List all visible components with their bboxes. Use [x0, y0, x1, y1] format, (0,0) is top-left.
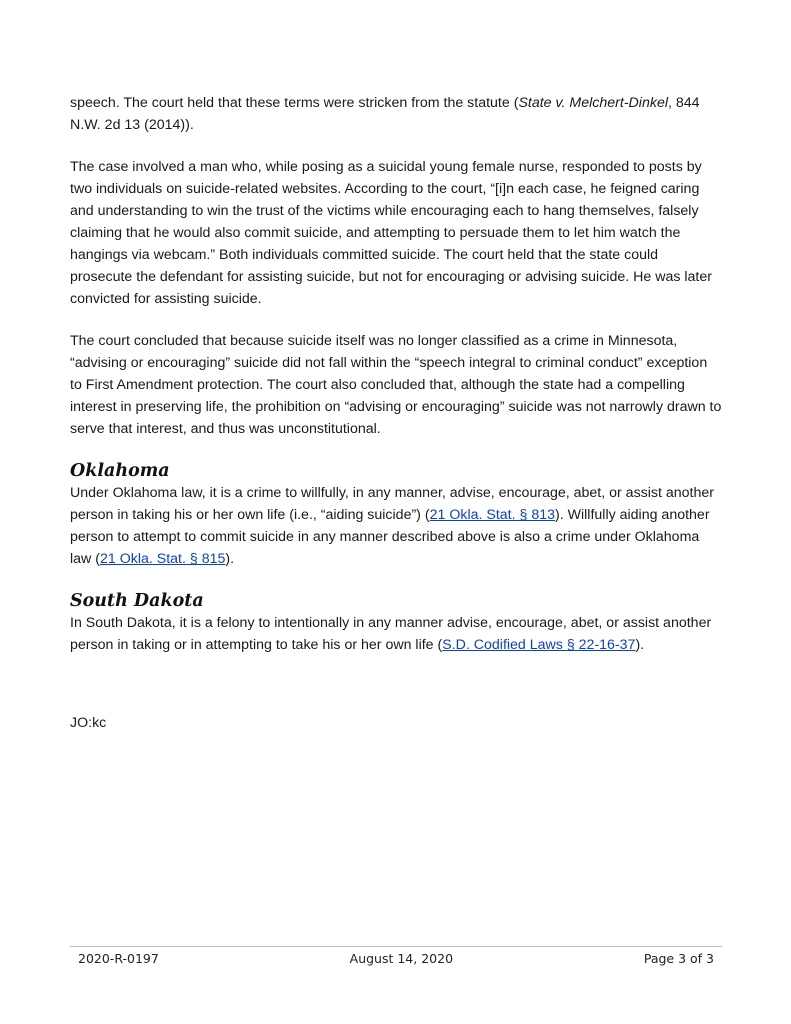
page-footer: [70, 946, 722, 966]
paragraph-text: ).: [225, 551, 235, 567]
paragraph-text: , 844 N.W. 2d 13 (2014)).: [70, 95, 700, 133]
paragraph-oklahoma: [70, 482, 722, 570]
paragraph-melchert-dinkel-citation: [70, 92, 722, 136]
paragraph-text: speech. The court held that these terms were stricken from the statute (: [70, 95, 519, 111]
footer-page-number: Page 3 of 3: [643, 951, 714, 966]
case-name: State v. Melchert-Dinkel: [518, 95, 668, 111]
author-initials: JO:kc: [70, 715, 107, 731]
statute-link-sd-22-16-37[interactable]: S.D. Codified Laws § 22-16-37: [442, 637, 636, 653]
footer-doc-number: 2020-R-0197: [78, 951, 159, 966]
paragraph-court-conclusion: The court concluded that because suicide itself was no longer classified as a crime in Minnesota, “advising or encouraging” suicide did not fall within the “speech integral to criminal conduct” exception to First Amendment protection. The court also concluded that, although the state had a compelling interest in preserving life, the prohibition on “advising or encouraging” suicide was not narrowly drawn to serve that interest, and thus was unconstitutional.: [70, 333, 722, 437]
statute-link-815[interactable]: 21 Okla. Stat. § 815: [99, 551, 226, 567]
paragraph-case-facts: The case involved a man who, while posing as a suicidal young female nurse, responded to posts by two individuals on suicide-related websites. According to the court, “[i]n each case, he feigned caring and understanding to win the trust of the victims while encouraging each to hang themselves, falsely claiming that he would also commit suicide, and attempting to persuade them to let him watch the hangings via webcam.” Both individuals committed suicide. The court held that the state could prosecute the defendant for assisting suicide, but not for encouraging or advising suicide. He was later convicted for assisting suicide.: [70, 159, 712, 307]
paragraph-text: ). Willfully aiding another person to attempt to commit suicide in any manner described above is also a crime under Oklahoma law (: [70, 507, 710, 567]
section-heading-south-dakota: South Dakota: [70, 591, 204, 611]
statute-link-813[interactable]: 21 Okla. Stat. § 813: [429, 507, 555, 523]
paragraph-text: In South Dakota, it is a felony to intentionally in any manner advise, encourage, abet, or assist another person in taking or in attempting to take his or her own life (: [70, 615, 712, 653]
section-heading-oklahoma: Oklahoma: [70, 461, 170, 481]
footer-date: August 14, 2020: [349, 951, 454, 966]
paragraph-text: Under Oklahoma law, it is a crime to willfully, in any manner, advise, encourage, abet, or assist another person in taking his or her own life (i.e., “aiding suicide”) (: [70, 485, 714, 523]
document-body: [70, 92, 722, 754]
paragraph-south-dakota: [70, 612, 722, 656]
paragraph-text: ).: [635, 637, 645, 653]
